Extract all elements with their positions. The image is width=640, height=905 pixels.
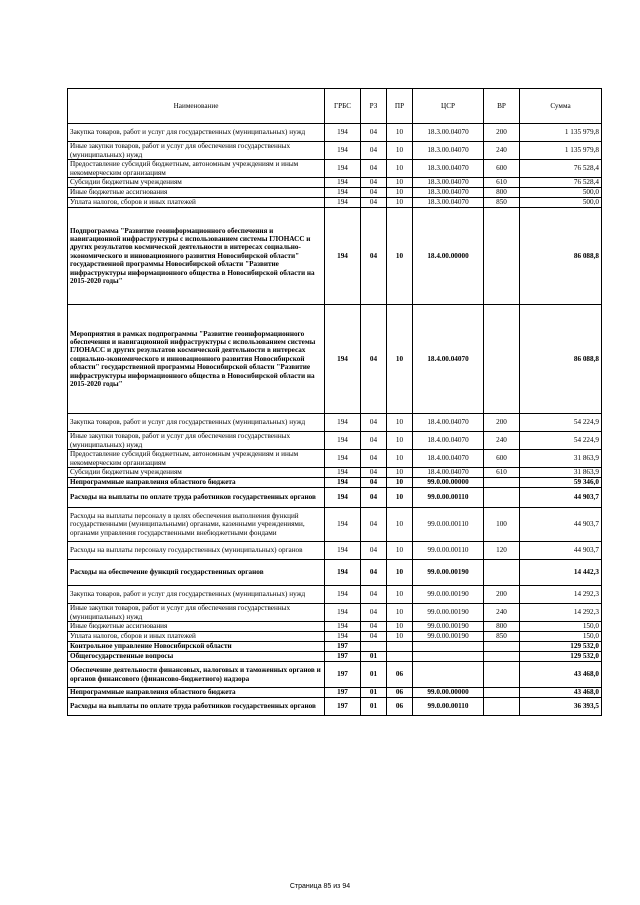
cell-grbs: 194 [325,124,361,142]
cell-grbs: 194 [325,198,361,208]
cell-pr: 10 [387,488,413,508]
cell-vr [484,688,520,698]
cell-rz: 04 [361,542,387,560]
table-row [68,160,602,178]
cell-grbs: 197 [325,662,361,688]
cell-csr: 99.0.00.00000 [413,478,484,488]
cell-name: Расходы на выплаты персоналу государственных (муниципальных) органов [68,542,325,560]
cell-rz: 04 [361,198,387,208]
header-row [68,89,602,124]
cell-csr: 99.0.00.00190 [413,586,484,604]
cell-grbs: 194 [325,508,361,542]
cell-grbs: 194 [325,468,361,478]
cell-vr: 600 [484,450,520,468]
cell-sum: 14 442,3 [520,560,602,586]
table-row [68,652,602,662]
cell-pr: 06 [387,688,413,698]
cell-rz: 04 [361,604,387,622]
cell-grbs: 194 [325,188,361,198]
cell-csr: 18.3.00.04070 [413,160,484,178]
table-row [68,508,602,542]
cell-pr: 10 [387,604,413,622]
cell-pr: 06 [387,698,413,716]
table-row [68,642,602,652]
cell-name: Предоставление субсидий бюджетным, автономным учреждениям и иным некоммерческим организациям [68,450,325,468]
cell-rz: 04 [361,188,387,198]
table-row [68,414,602,432]
cell-grbs: 194 [325,432,361,450]
cell-pr: 10 [387,124,413,142]
cell-sum: 31 863,9 [520,468,602,478]
cell-pr: 10 [387,305,413,414]
cell-rz [361,642,387,652]
cell-csr [413,662,484,688]
cell-name: Контрольное управление Новосибирской области [68,642,325,652]
table-row [68,604,602,622]
cell-sum: 129 532,0 [520,642,602,652]
cell-grbs: 194 [325,488,361,508]
header-vr: ВР [484,89,520,124]
cell-grbs: 194 [325,414,361,432]
cell-vr [484,652,520,662]
header-grbs: ГРБС [325,89,361,124]
cell-csr [413,642,484,652]
cell-rz: 04 [361,160,387,178]
table-row [68,662,602,688]
cell-sum: 1 135 979,8 [520,124,602,142]
cell-grbs: 194 [325,604,361,622]
cell-vr: 240 [484,142,520,160]
cell-vr [484,478,520,488]
cell-name: Субсидии бюджетным учреждениям [68,468,325,478]
cell-pr: 10 [387,450,413,468]
cell-pr: 10 [387,622,413,632]
cell-csr: 18.4.00.04070 [413,468,484,478]
cell-sum: 54 224,9 [520,432,602,450]
cell-pr: 10 [387,188,413,198]
cell-pr: 10 [387,178,413,188]
cell-csr: 18.3.00.04070 [413,198,484,208]
cell-grbs: 194 [325,450,361,468]
cell-rz: 04 [361,414,387,432]
cell-pr: 10 [387,478,413,488]
cell-vr [484,642,520,652]
cell-csr: 18.3.00.04070 [413,124,484,142]
cell-vr [484,208,520,305]
cell-vr: 240 [484,432,520,450]
cell-name: Иные закупки товаров, работ и услуг для обеспечения государственных (муниципальных) нужд [68,604,325,622]
cell-vr [484,305,520,414]
cell-pr: 10 [387,414,413,432]
cell-pr: 10 [387,160,413,178]
cell-sum: 43 468,0 [520,662,602,688]
cell-grbs: 197 [325,698,361,716]
cell-csr: 99.0.00.00190 [413,622,484,632]
cell-name: Предоставление субсидий бюджетным, автономным учреждениям и иным некоммерческим организациям [68,160,325,178]
cell-csr: 99.0.00.00190 [413,632,484,642]
cell-rz: 04 [361,468,387,478]
cell-name: Уплата налогов, сборов и иных платежей [68,198,325,208]
cell-rz: 04 [361,478,387,488]
cell-rz: 04 [361,124,387,142]
cell-pr: 10 [387,560,413,586]
table-row [68,468,602,478]
cell-name: Расходы на выплаты персоналу в целях обеспечения выполнения функций государственными (муниципальными) органами, казенными учреждениями, органами управления государственными внебюджетными фондами [68,508,325,542]
table-row [68,208,602,305]
cell-csr: 18.4.00.00000 [413,208,484,305]
cell-vr: 800 [484,188,520,198]
cell-name: Иные закупки товаров, работ и услуг для обеспечения государственных (муниципальных) нужд [68,142,325,160]
cell-grbs: 194 [325,160,361,178]
cell-name: Непрограммные направления областного бюджета [68,688,325,698]
table-row [68,432,602,450]
cell-grbs: 194 [325,586,361,604]
cell-rz: 04 [361,632,387,642]
table-row [68,478,602,488]
cell-name: Субсидии бюджетным учреждениям [68,178,325,188]
cell-pr: 10 [387,432,413,450]
cell-name: Мероприятия в рамках подпрограммы "Развитие геоинформационного обеспечения и навигационной инфраструктуры с использованием системы ГЛОНАСС и других результатов космической деятельности в интересах социально-экономического и инновационного развития Новосибирской области" государственной программы Новосибирской области "Развитие инфраструктуры информационного общества в Новосибирской области на 2015-2020 годы" [68,305,325,414]
cell-sum: 129 532,0 [520,652,602,662]
cell-sum: 150,0 [520,622,602,632]
cell-rz: 01 [361,662,387,688]
cell-name: Уплата налогов, сборов и иных платежей [68,632,325,642]
header-name: Наименование [68,89,325,124]
cell-sum: 43 468,0 [520,688,602,698]
cell-vr: 120 [484,542,520,560]
cell-csr: 18.3.00.04070 [413,142,484,160]
cell-csr: 99.0.00.00190 [413,560,484,586]
cell-rz: 04 [361,450,387,468]
table-row [68,632,602,642]
cell-rz: 04 [361,586,387,604]
cell-rz: 04 [361,508,387,542]
cell-csr: 99.0.00.00110 [413,488,484,508]
cell-rz: 01 [361,698,387,716]
header-sum: Сумма [520,89,602,124]
cell-pr: 10 [387,468,413,478]
cell-grbs: 194 [325,622,361,632]
cell-sum: 44 903,7 [520,488,602,508]
cell-csr: 18.3.00.04070 [413,178,484,188]
cell-vr [484,698,520,716]
cell-pr [387,642,413,652]
cell-pr: 10 [387,208,413,305]
cell-csr: 99.0.00.00000 [413,688,484,698]
table-row [68,450,602,468]
cell-grbs: 194 [325,542,361,560]
header-pr: ПР [387,89,413,124]
header-rz: РЗ [361,89,387,124]
cell-name: Расходы на обеспечение функций государственных органов [68,560,325,586]
cell-sum: 14 292,3 [520,586,602,604]
cell-sum: 76 528,4 [520,160,602,178]
cell-csr [413,652,484,662]
table-row [68,142,602,160]
cell-vr: 800 [484,622,520,632]
cell-grbs: 194 [325,305,361,414]
cell-csr: 18.4.00.04070 [413,414,484,432]
cell-rz: 04 [361,178,387,188]
cell-vr: 610 [484,468,520,478]
cell-pr [387,652,413,662]
cell-csr: 18.4.00.04070 [413,432,484,450]
table-row [68,688,602,698]
budget-table [67,88,602,716]
cell-vr: 200 [484,414,520,432]
cell-sum: 44 903,7 [520,542,602,560]
cell-rz: 04 [361,142,387,160]
table-row [68,622,602,632]
cell-sum: 1 135 979,8 [520,142,602,160]
cell-rz: 04 [361,488,387,508]
cell-csr: 99.0.00.00110 [413,698,484,716]
cell-name: Закупка товаров, работ и услуг для государственных (муниципальных) нужд [68,586,325,604]
cell-name: Общегосударственные вопросы [68,652,325,662]
cell-name: Расходы на выплаты по оплате труда работников государственных органов [68,698,325,716]
table-row [68,124,602,142]
cell-rz: 04 [361,432,387,450]
cell-vr: 850 [484,632,520,642]
table-row [68,698,602,716]
cell-name: Закупка товаров, работ и услуг для государственных (муниципальных) нужд [68,414,325,432]
cell-name: Иные бюджетные ассигнования [68,622,325,632]
cell-pr: 10 [387,508,413,542]
cell-grbs: 194 [325,142,361,160]
cell-grbs: 197 [325,642,361,652]
cell-vr: 200 [484,586,520,604]
cell-vr: 200 [484,124,520,142]
cell-grbs: 197 [325,652,361,662]
cell-sum: 59 346,0 [520,478,602,488]
table-row [68,198,602,208]
cell-sum: 44 903,7 [520,508,602,542]
cell-name: Иные закупки товаров, работ и услуг для обеспечения государственных (муниципальных) нужд [68,432,325,450]
cell-pr: 10 [387,542,413,560]
cell-csr: 18.4.00.04070 [413,305,484,414]
cell-vr: 610 [484,178,520,188]
cell-name: Обеспечение деятельности финансовых, налоговых и таможенных органов и органов финансового (финансово-бюджетного) надзора [68,662,325,688]
cell-sum: 36 393,5 [520,698,602,716]
cell-csr: 99.0.00.00110 [413,542,484,560]
table-row [68,488,602,508]
cell-sum: 500,0 [520,198,602,208]
cell-csr: 18.4.00.04070 [413,450,484,468]
cell-pr: 10 [387,142,413,160]
cell-rz: 04 [361,560,387,586]
cell-sum: 86 088,8 [520,305,602,414]
cell-grbs: 194 [325,560,361,586]
cell-grbs: 194 [325,632,361,642]
table-row [68,178,602,188]
cell-sum: 500,0 [520,188,602,198]
cell-csr: 99.0.00.00110 [413,508,484,542]
cell-vr [484,662,520,688]
cell-vr: 100 [484,508,520,542]
cell-name: Расходы на выплаты по оплате труда работников государственных органов [68,488,325,508]
cell-name: Закупка товаров, работ и услуг для государственных (муниципальных) нужд [68,124,325,142]
cell-rz: 01 [361,688,387,698]
cell-rz: 01 [361,652,387,662]
page-number: Страница 85 из 94 [289,883,351,890]
cell-sum: 150,0 [520,632,602,642]
cell-pr: 10 [387,586,413,604]
cell-name: Иные бюджетные ассигнования [68,188,325,198]
cell-grbs: 197 [325,688,361,698]
cell-pr: 10 [387,632,413,642]
cell-grbs: 194 [325,178,361,188]
cell-sum: 31 863,9 [520,450,602,468]
table-row [68,542,602,560]
cell-sum: 14 292,3 [520,604,602,622]
cell-pr: 10 [387,198,413,208]
header-csr: ЦСР [413,89,484,124]
cell-vr [484,560,520,586]
cell-csr: 99.0.00.00190 [413,604,484,622]
cell-rz: 04 [361,208,387,305]
cell-vr: 240 [484,604,520,622]
table-row [68,305,602,414]
cell-pr: 06 [387,662,413,688]
cell-grbs: 194 [325,208,361,305]
cell-rz: 04 [361,622,387,632]
cell-vr [484,488,520,508]
cell-grbs: 194 [325,478,361,488]
cell-sum: 54 224,9 [520,414,602,432]
table-row [68,586,602,604]
cell-vr: 850 [484,198,520,208]
table-row [68,560,602,586]
cell-sum: 76 528,4 [520,178,602,188]
cell-sum: 86 088,8 [520,208,602,305]
cell-vr: 600 [484,160,520,178]
cell-name: Непрограммные направления областного бюджета [68,478,325,488]
cell-rz: 04 [361,305,387,414]
cell-csr: 18.3.00.04070 [413,188,484,198]
table-row [68,188,602,198]
cell-name: Подпрограмма "Развитие геоинформационного обеспечения и навигационной инфраструктуры с использованием системы ГЛОНАСС и других результатов космической деятельности в интересах социально-экономического и инновационного развития Новосибирской области" государственной программы Новосибирской области "Развитие инфраструктуры информационного общества в Новосибирской области на 2015-2020 годы" [68,208,325,305]
